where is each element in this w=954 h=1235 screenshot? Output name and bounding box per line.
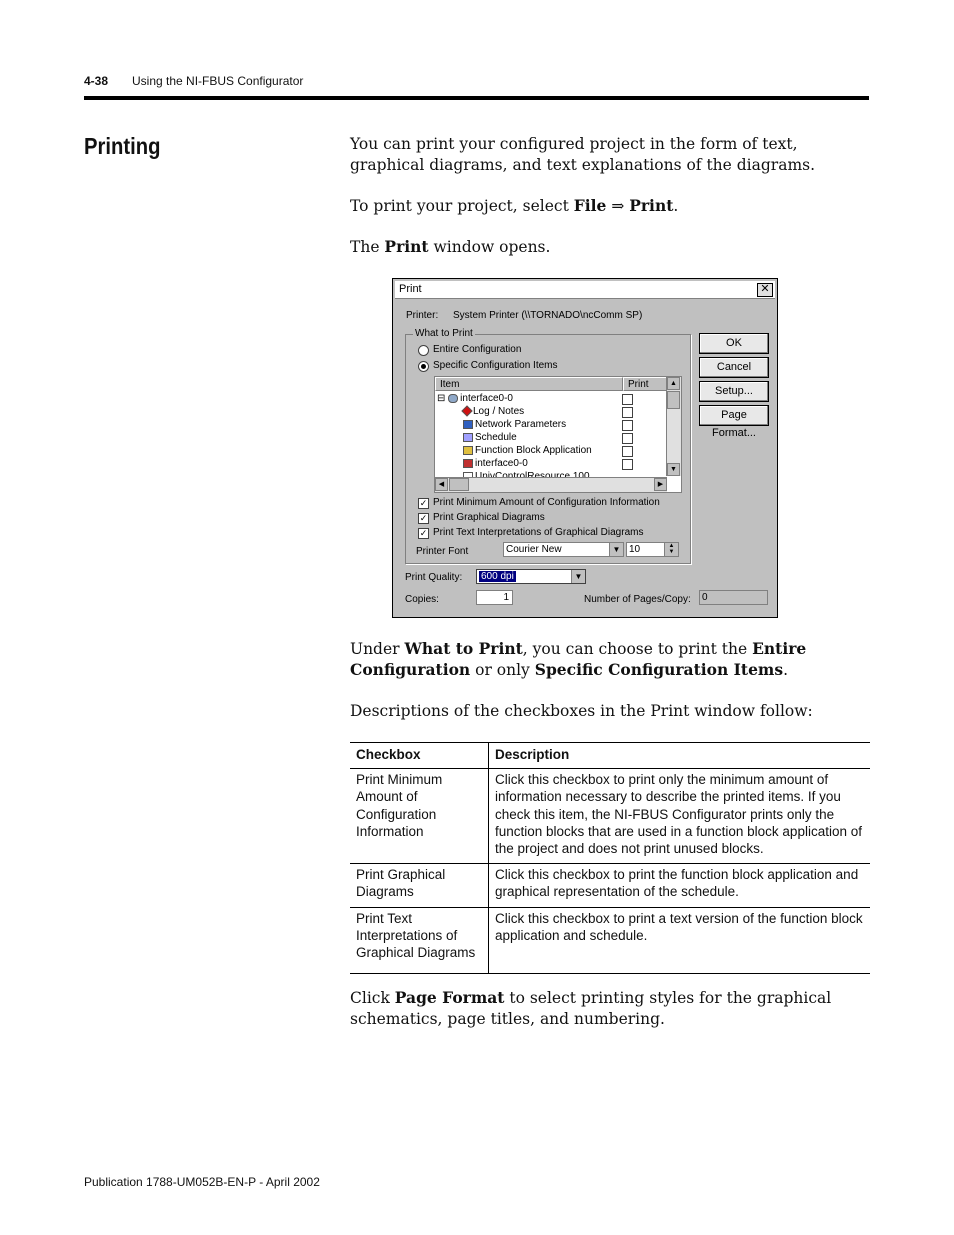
printer-font-label: Printer Font bbox=[416, 546, 469, 557]
print-graphical-label: Print Graphical Diagrams bbox=[433, 512, 545, 523]
printer-font-select[interactable]: Courier New ▼ bbox=[503, 542, 624, 557]
log-notes-icon bbox=[461, 406, 472, 417]
list-item[interactable]: Log / Notes bbox=[463, 405, 524, 418]
chapter-title: Using the NI-FBUS Configurator bbox=[132, 74, 304, 88]
what-to-print-label: What to Print bbox=[415, 328, 473, 339]
print-text-label: Print Text Interpretations of Graphical Diagrams bbox=[433, 527, 644, 538]
copies-label: Copies: bbox=[405, 594, 439, 605]
scroll-h-thumb[interactable] bbox=[449, 478, 469, 491]
print-checkbox[interactable] bbox=[622, 446, 633, 457]
list-item[interactable]: Schedule bbox=[463, 431, 517, 444]
table-row bbox=[350, 769, 870, 864]
chevron-down-icon[interactable]: ▼ bbox=[571, 570, 585, 583]
print-checkbox[interactable] bbox=[622, 420, 633, 431]
list-header-print[interactable]: Print bbox=[623, 377, 667, 391]
pages-per-copy-field: 0 bbox=[699, 590, 768, 605]
section-title: Printing bbox=[84, 133, 161, 159]
specific-items-label: Specific Configuration Items bbox=[433, 360, 558, 371]
page-format-paragraph: Click Page Format to select printing styles for the graphical schematics, page titles, and numbering. bbox=[350, 988, 832, 1028]
items-list[interactable] bbox=[434, 376, 682, 493]
table-cell-checkbox: Print Graphical Diagrams bbox=[350, 864, 489, 907]
specific-items-radio[interactable] bbox=[418, 361, 429, 372]
publication-footer: Publication 1788-UM052B-EN-P - April 2002 bbox=[84, 1175, 320, 1189]
what-to-print-group bbox=[405, 328, 691, 564]
intro-paragraph: You can print your configured project in the form of text, graphical diagrams, and text explanations of the diagrams. bbox=[350, 135, 816, 174]
print-minimum-checkbox[interactable]: ✓ bbox=[419, 498, 428, 508]
printer-label: Printer: bbox=[406, 310, 439, 321]
spinner-icon[interactable]: ▲ ▼ bbox=[664, 543, 678, 556]
print-text-checkbox[interactable]: ✓ bbox=[419, 528, 428, 538]
list-horizontal-scrollbar[interactable] bbox=[435, 477, 667, 492]
pages-per-copy-label: Number of Pages/Copy: bbox=[584, 594, 691, 605]
entire-configuration-label: Entire Configuration bbox=[433, 344, 522, 355]
interface-item-icon bbox=[463, 459, 473, 468]
print-quality-select[interactable]: 600 dpi ▼ bbox=[476, 569, 586, 584]
list-header-item[interactable]: Item bbox=[435, 377, 623, 391]
setup-button[interactable]: Setup... bbox=[699, 381, 769, 402]
print-checkbox[interactable] bbox=[622, 407, 633, 418]
dialog-title-bar bbox=[395, 281, 775, 299]
select-print-paragraph: To print your project, select File ⇒ Print. bbox=[350, 196, 679, 215]
scroll-thumb[interactable] bbox=[667, 391, 680, 409]
network-parameters-icon bbox=[463, 420, 473, 429]
page-number: 4-38 bbox=[84, 74, 109, 88]
print-dialog bbox=[392, 278, 778, 618]
window-opens-paragraph: The Print window opens. bbox=[350, 237, 551, 256]
scroll-up-icon[interactable]: ▲ bbox=[667, 377, 680, 390]
copies-input[interactable]: 1 bbox=[476, 590, 513, 605]
what-to-print-paragraph: Under What to Print, you can choose to print the Entire Configuration or only Specific Configuration Items. bbox=[350, 639, 807, 679]
list-item[interactable]: interface0-0 bbox=[463, 457, 528, 470]
table-row bbox=[350, 864, 870, 907]
interface-icon bbox=[448, 394, 458, 403]
ok-button[interactable]: OK bbox=[699, 333, 769, 354]
printer-value: System Printer (\\TORNADO\ncComm SP) bbox=[453, 310, 643, 321]
checkbox-table bbox=[350, 742, 870, 974]
chevron-down-icon[interactable]: ▼ bbox=[609, 543, 623, 556]
list-item[interactable] bbox=[463, 470, 590, 476]
collapse-icon[interactable]: ⊟ bbox=[437, 393, 446, 404]
scroll-left-icon[interactable]: ◀ bbox=[435, 478, 448, 491]
descriptions-paragraph: Descriptions of the checkboxes in the Print window follow: bbox=[350, 702, 813, 720]
table-header-description: Description bbox=[489, 743, 871, 769]
print-checkbox[interactable] bbox=[622, 459, 633, 470]
table-cell-description: Click this checkbox to print the function block application and graphical representation of the schedule. bbox=[489, 864, 871, 907]
function-block-icon bbox=[463, 446, 473, 455]
page-format-button[interactable]: Page Format... bbox=[699, 405, 769, 426]
print-minimum-label: Print Minimum Amount of Configuration Information bbox=[433, 497, 660, 508]
header-rule bbox=[84, 96, 869, 100]
cancel-button[interactable]: Cancel bbox=[699, 357, 769, 378]
table-header-checkbox: Checkbox bbox=[350, 743, 489, 769]
entire-configuration-radio[interactable] bbox=[418, 345, 429, 356]
table-row bbox=[350, 907, 870, 974]
table-cell-description: Click this checkbox to print only the minimum amount of information necessary to describe the printed items. If you check this item, the NI-FBUS Configurator prints only the function blocks that are used in a function block application of the project and does not print unused blocks. bbox=[489, 769, 871, 864]
font-size-stepper[interactable]: 10 ▲ ▼ bbox=[626, 542, 679, 557]
print-checkbox[interactable] bbox=[622, 394, 633, 405]
list-vertical-scrollbar[interactable] bbox=[666, 377, 681, 476]
print-checkbox[interactable] bbox=[622, 433, 633, 444]
schedule-icon bbox=[463, 433, 473, 442]
dialog-title: Print bbox=[399, 283, 422, 295]
print-graphical-checkbox[interactable]: ✓ bbox=[419, 513, 428, 523]
scroll-right-icon[interactable]: ▶ bbox=[654, 478, 667, 491]
table-cell-description: Click this checkbox to print a text version of the function block application and schedule. bbox=[489, 907, 871, 974]
table-cell-checkbox: Print Text Interpretations of Graphical Diagrams bbox=[350, 907, 489, 974]
list-item[interactable]: Function Block Application bbox=[463, 444, 592, 457]
print-quality-label: Print Quality: bbox=[405, 572, 463, 583]
list-item[interactable]: ⊟ interface0-0 bbox=[437, 393, 513, 404]
close-icon[interactable]: ✕ bbox=[757, 283, 773, 297]
scroll-down-icon[interactable]: ▼ bbox=[667, 463, 680, 476]
table-cell-checkbox: Print Minimum Amount of Configuration Information bbox=[350, 769, 489, 864]
list-item[interactable]: Network Parameters bbox=[463, 418, 566, 431]
table-header-row bbox=[350, 743, 870, 769]
